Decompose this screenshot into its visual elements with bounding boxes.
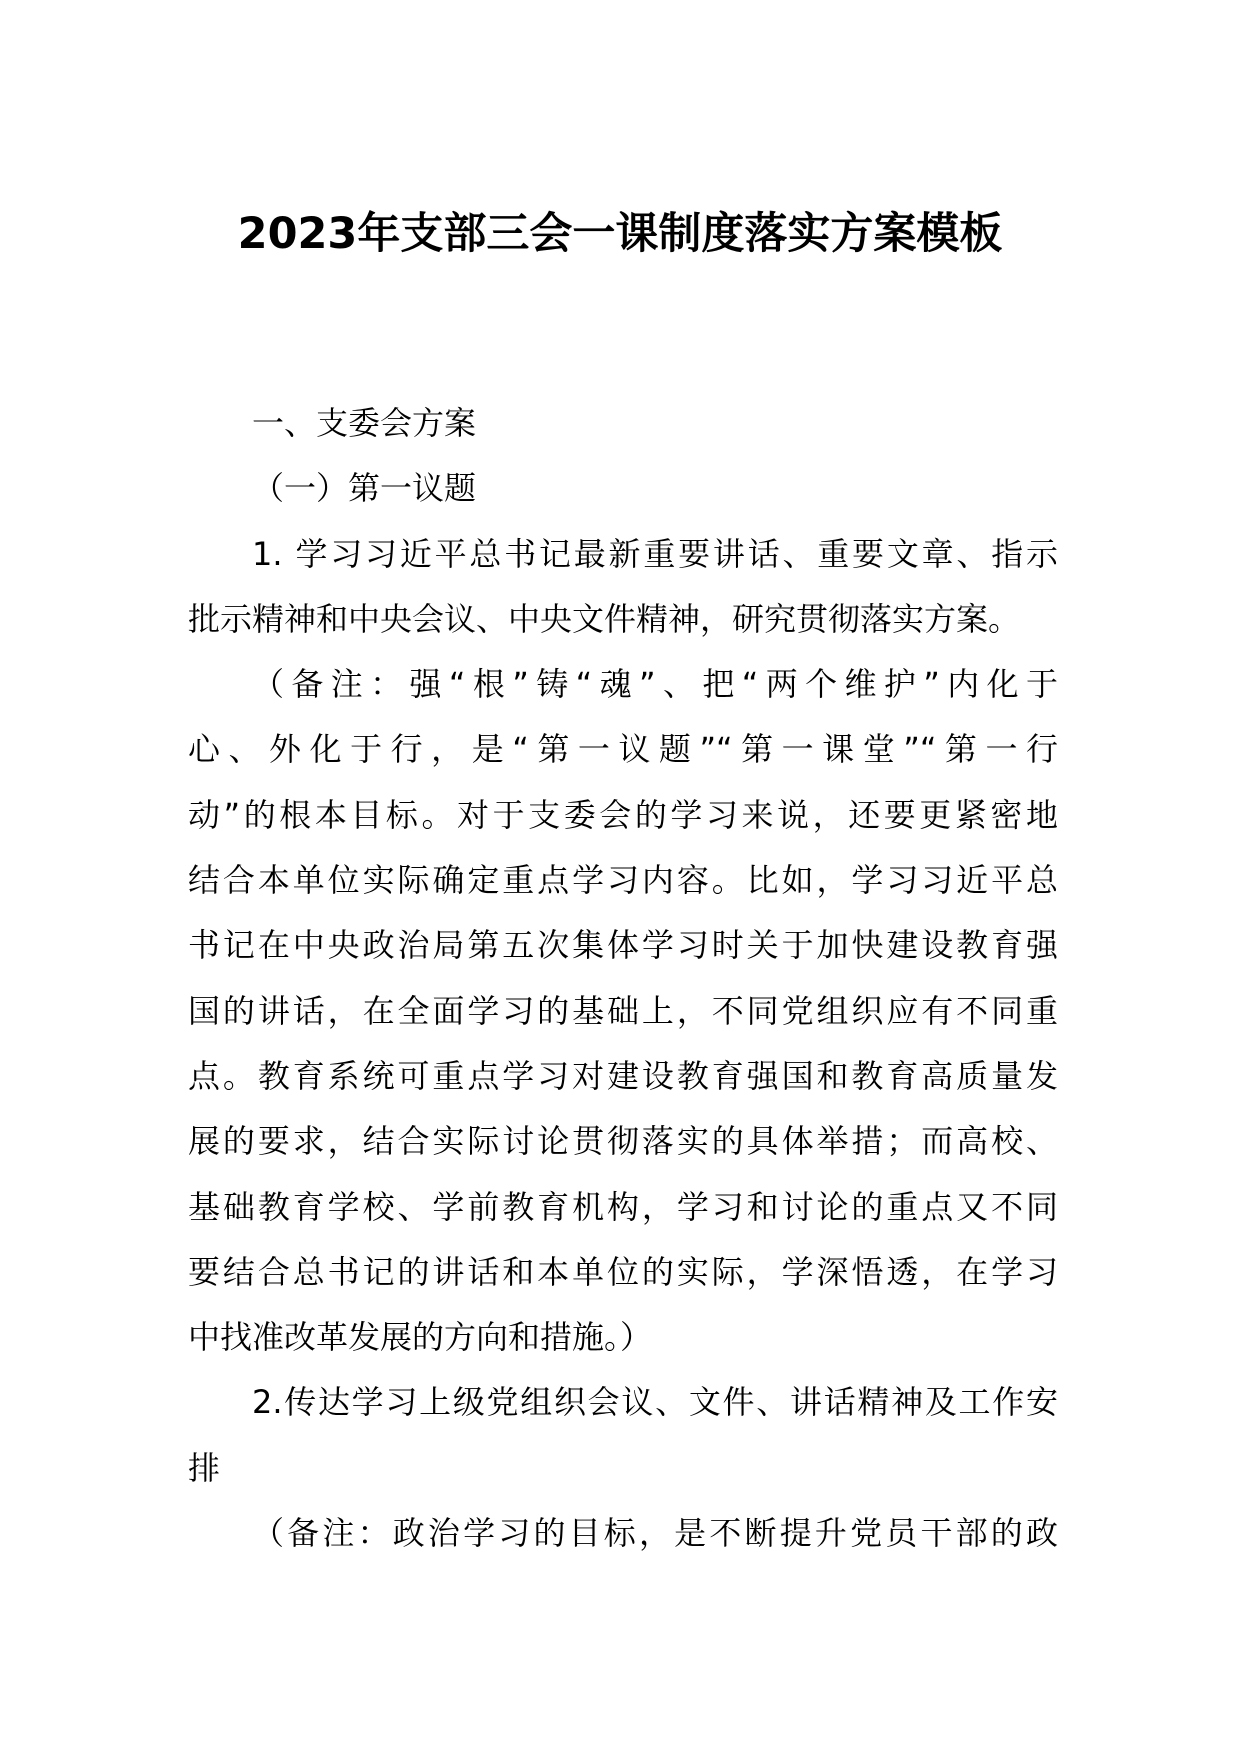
paragraph-line: （备注：强“根”铸“魂”、把“两个维护”内化于 [252,665,1058,704]
paragraph-line: 要结合总书记的讲话和本单位的实际，学深悟透，在学习 [188,1252,1058,1291]
paragraph-line: 排 [188,1448,221,1487]
paragraph-line: 展的要求，结合实际讨论贯彻落实的具体举措；而高校、 [188,1122,1058,1161]
paragraph-line: 结合本单位实际确定重点学习内容。比如，学习习近平总 [188,861,1058,900]
paragraph-line: 2.传达学习上级党组织会议、文件、讲话精神及工作安 [252,1383,1058,1422]
paragraph-line: 心、外化于行，是“第一议题”“第一课堂”“第一行 [188,730,1058,769]
paragraph-line: 批示精神和中央会议、中央文件精神，研究贯彻落实方案。 [188,599,1021,638]
document-title: 2023年支部三会一课制度落实方案模板 [237,209,1003,259]
paragraph-line: 1. 学习习近平总书记最新重要讲话、重要文章、指示 [252,534,1058,573]
paragraph-line: 动”的根本目标。对于支委会的学习来说，还要更紧密地 [188,795,1058,834]
paragraph-line: 点。教育系统可重点学习对建设教育强国和教育高质量发 [188,1056,1058,1095]
document-body [188,391,1058,1566]
paragraph-line: 书记在中央政治局第五次集体学习时关于加快建设教育强 [188,926,1058,965]
paragraph-line: 基础教育学校、学前教育机构，学习和讨论的重点又不同 [188,1187,1058,1226]
subsection-heading: （一）第一议题 [252,469,477,508]
paragraph-line: 中找准改革发展的方向和措施。） [188,1318,653,1357]
paragraph-line: （备注：政治学习的目标，是不断提升党员干部的政 [252,1514,1058,1553]
section-heading: 一、支委会方案 [252,404,477,442]
paragraph-line: 国的讲话，在全面学习的基础上，不同党组织应有不同重 [188,991,1058,1030]
